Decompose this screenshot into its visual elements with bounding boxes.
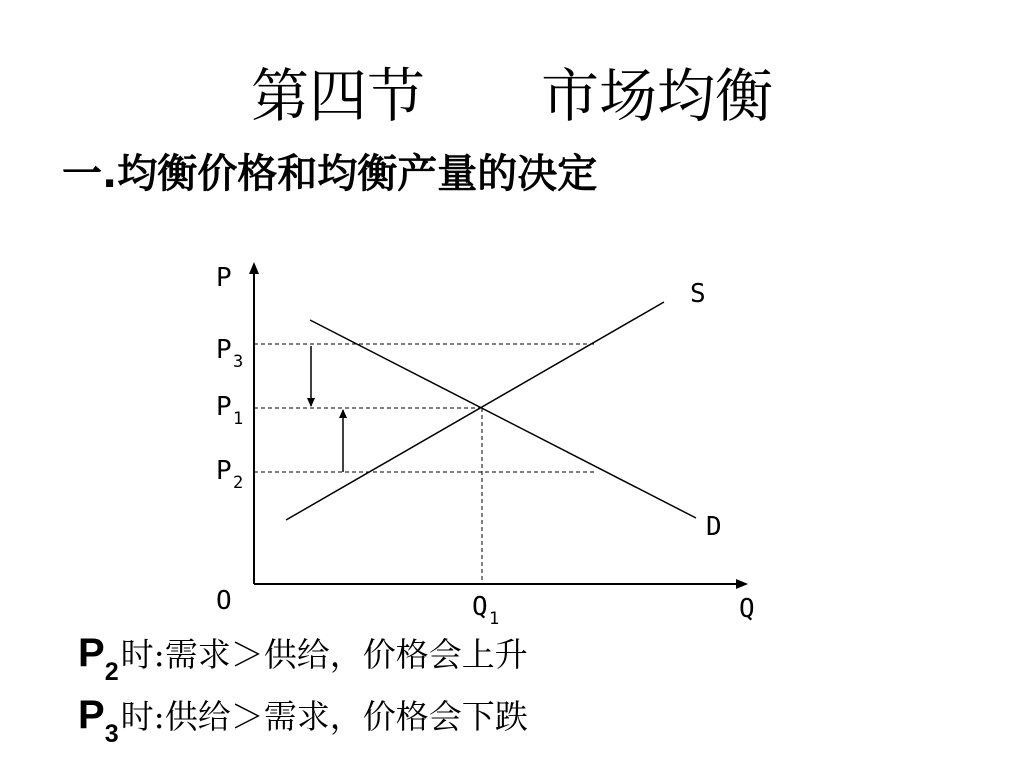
- supply-curve-label: S: [690, 279, 706, 309]
- quantity-label-letter: Q: [472, 592, 488, 622]
- note-shortage: [78, 628, 528, 686]
- note-surplus: [78, 690, 528, 748]
- section-heading: 一.均衡价格和均衡产量的决定: [62, 151, 598, 197]
- note-text: 时:需求＞供给，价格会上升: [120, 635, 528, 674]
- demand-curve: [310, 320, 696, 518]
- note-subscript: 2: [104, 658, 119, 686]
- price-label-subscript: 3: [233, 352, 244, 372]
- demand-curve-label: D: [706, 512, 722, 542]
- price-label-subscript: 1: [233, 409, 244, 429]
- price-label-letter: P: [216, 392, 232, 422]
- origin-label: O: [216, 586, 232, 616]
- quantity-label-q1: [472, 592, 499, 629]
- price-label-p2: [216, 456, 243, 493]
- price-label-letter: P: [216, 335, 232, 365]
- price-label-letter: P: [216, 456, 232, 486]
- note-symbol: P: [78, 693, 105, 737]
- quantity-label-subscript: 1: [489, 609, 500, 629]
- note-subscript: 3: [104, 720, 119, 748]
- price-label-p3: [216, 335, 243, 372]
- note-symbol: P: [78, 631, 105, 675]
- x-axis-label: Q: [739, 594, 755, 624]
- y-axis-label: P: [216, 263, 232, 293]
- slide-title: 第四节 市场均衡: [250, 62, 773, 130]
- note-text: 时:供给＞需求，价格会下跌: [120, 697, 528, 736]
- price-label-p1: [216, 392, 243, 429]
- price-label-subscript: 2: [233, 473, 244, 493]
